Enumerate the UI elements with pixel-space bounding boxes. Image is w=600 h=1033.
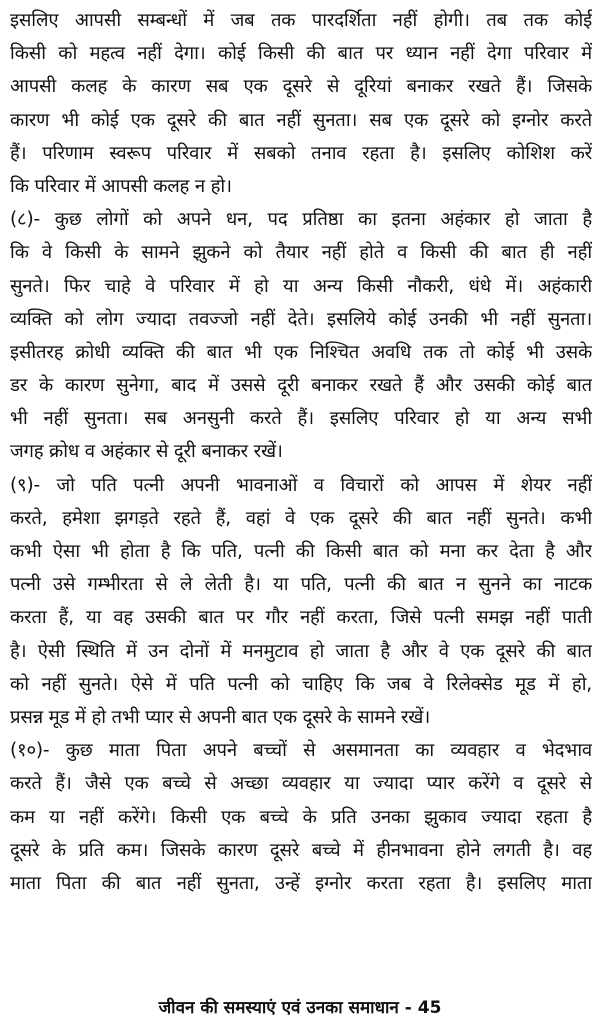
text-line: डर के कारण सुनेगा, बाद में उससे दूरी बनाकर रखते हैं और उसकी कोई बात <box>10 375 592 397</box>
text-line: जगह क्रोध व अहंकार से दूरी बनाकर रखें। <box>10 441 283 463</box>
text-line: पत्नी उसे गम्भीरता से ले लेती है। या पति, पत्नी की बात न सुनने का नाटक <box>10 574 592 596</box>
text-line: इसलिए आपसी सम्बन्धों में जब तक पारदर्शिता नहीं होगी। तब तक कोई <box>10 10 592 31</box>
text-line: कभी ऐसा भी होता है कि पति, पत्नी की किसी बात को मना कर देता है और <box>10 541 592 562</box>
text-line: करते, हमेशा झगड़ते रहते हैं, वहां वे एक दूसरे की बात नहीं सुनते। कभी <box>10 507 592 529</box>
text-line: कि परिवार में आपसी कलह न हो। <box>10 175 232 197</box>
text-line: करते हैं। जैसे एक बच्चे से अच्छा व्यवहार या ज्यादा प्यार करेंगे व दूसरे से <box>10 773 592 795</box>
text-line: भी नहीं सुनता। सब अनसुनी करते हैं। इसलिए परिवार हो या अन्य सभी <box>10 408 592 430</box>
text-line: कम या नहीं करेंगे। किसी एक बच्चे के प्रति उनका झुकाव ज्यादा रहता है <box>10 806 592 828</box>
page-footer: जीवन की समस्याएं एवं उनका समाधान - 45 <box>158 998 442 1018</box>
text-line: इसीतरह क्रोधी व्यक्ति की बात भी एक निश्चित अवधि तक तो कोई भी उसके <box>10 341 592 363</box>
text-line: कि वे किसी के सामने झुकने को तैयार नहीं होते व किसी की बात ही नहीं <box>10 242 592 264</box>
text-line: कारण भी कोई एक दूसरे की बात नहीं सुनता। सब एक दूसरे को इग्नोर करते <box>10 109 592 131</box>
text-line: (१०)- कुछ माता पिता अपने बच्चों से असमानता का व्यवहार व भेदभाव <box>10 740 592 762</box>
text-line: हैं। परिणाम स्वरूप परिवार में सबको तनाव रहता है। इसलिए कोशिश करें <box>10 142 592 164</box>
text-line: किसी को महत्व नहीं देगा। कोई किसी की बात पर ध्यान नहीं देगा परिवार में <box>10 43 592 65</box>
text-line: को नहीं सुनते। ऐसे में पति पत्नी को चाहिए कि जब वे रिलेक्सेड मूड में हो, <box>10 673 592 695</box>
text-line: प्रसन्न मूड में हो तभी प्यार से अपनी बात एक दूसरे के सामने रखें। <box>10 706 431 728</box>
text-line: आपसी कलह के कारण सब एक दूसरे से दूरियां बनाकर रखते हैं। जिसके <box>10 76 592 98</box>
text-line: दूसरे के प्रति कम। जिसके कारण दूसरे बच्चे में हीनभावना होने लगती है। वह <box>10 839 592 861</box>
text-line: करता हैं, या वह उसकी बात पर गौर नहीं करता, जिसे पत्नी समझ नहीं पाती <box>10 607 592 629</box>
text-line: (८)- कुछ लोगों को अपने धन, पद प्रतिष्ठा का इतना अहंकार हो जाता है <box>10 209 592 231</box>
text-line: व्यक्ति को लोग ज्यादा तवज्जो नहीं देते। इसलिये कोई उनकी भी नहीं सुनता। <box>10 308 592 330</box>
text-line: है। ऐसी स्थिति में उन दोनों में मनमुटाव हो जाता है और वे एक दूसरे की बात <box>10 640 592 662</box>
text-line: माता पिता की बात नहीं सुनता, उन्हें इग्नोर करता रहता है। इसलिए माता <box>10 872 592 894</box>
text-line: सुनते। फिर चाहे वे परिवार में हो या अन्य किसी नौकरी, धंधे में। अहंकारी <box>10 275 592 297</box>
text-line: (९)- जो पति पत्नी अपनी भावनाओं व विचारों को आपस में शेयर नहीं <box>10 474 592 496</box>
page-body <box>10 4 592 900</box>
